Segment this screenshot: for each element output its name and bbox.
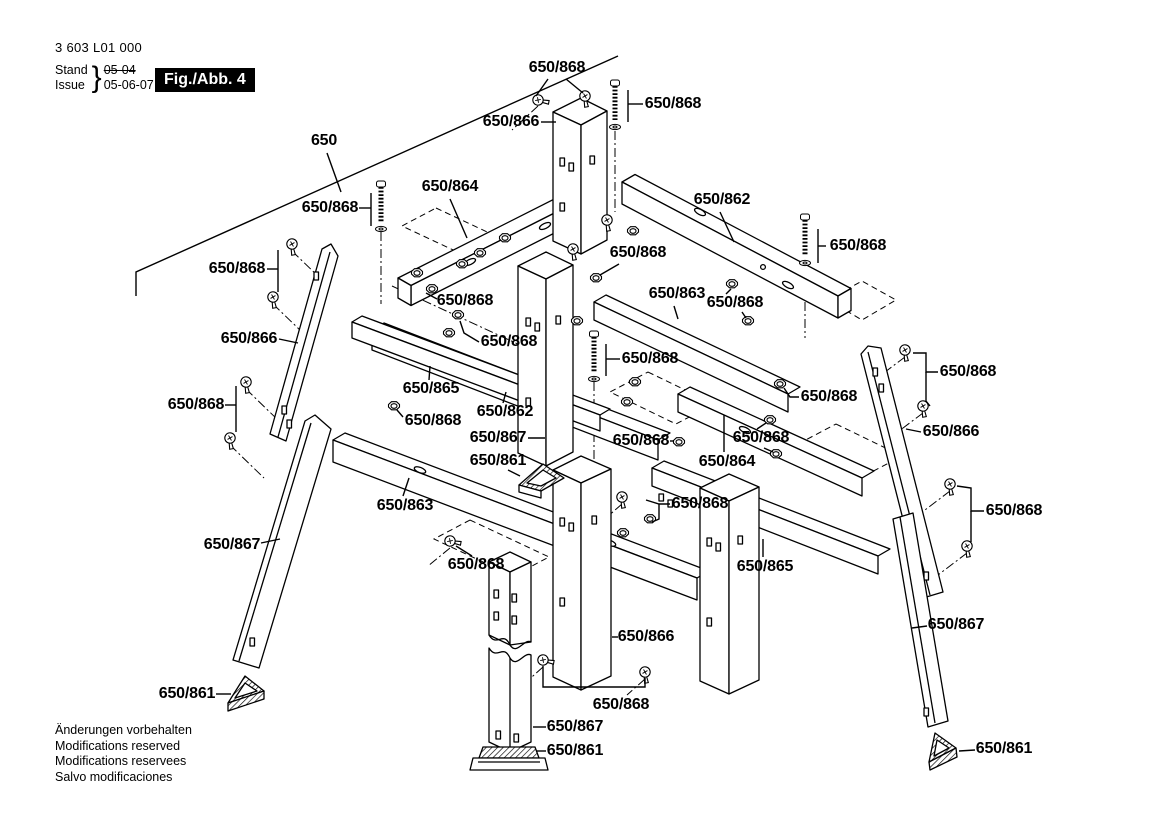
part-label: 650/864 — [698, 453, 756, 470]
screw — [940, 477, 960, 497]
nut — [412, 269, 423, 277]
part-label: 650/868 — [301, 199, 359, 216]
leader-line — [959, 750, 975, 751]
part-label: 650/868 — [706, 294, 764, 311]
nut — [500, 234, 511, 242]
screw — [263, 290, 283, 310]
legal-line: Änderungen vorbehalten — [55, 723, 192, 737]
leader-line — [429, 366, 430, 380]
part-label: 650/867 — [469, 429, 527, 446]
leader-line — [508, 470, 520, 476]
leader-line — [456, 546, 472, 556]
stand-date: 05-04 — [103, 63, 136, 77]
nut — [457, 260, 468, 268]
hex-bolt — [800, 214, 811, 266]
brace-glyph: } — [91, 61, 102, 94]
nut — [628, 227, 639, 235]
corner-post-top — [553, 98, 607, 254]
leader-line — [674, 306, 678, 319]
part-label: 650/864 — [421, 178, 479, 195]
part-label: 650/868 — [612, 432, 670, 449]
nut — [444, 329, 455, 337]
part-label: 650/861 — [546, 742, 604, 759]
part-label: 650/863 — [376, 497, 434, 514]
part-label: 650/862 — [693, 191, 751, 208]
nut — [475, 249, 486, 257]
type-number: 3 603 L01 000 — [55, 40, 143, 55]
part-label: 650/865 — [402, 380, 460, 397]
part-label: 650/868 — [671, 495, 729, 512]
foot-right — [929, 733, 957, 770]
figure-badge: Fig./Abb. 4 — [155, 68, 255, 92]
nut — [572, 317, 583, 325]
nut — [727, 280, 738, 288]
part-label: 650/868 — [208, 260, 266, 277]
legal-line: Modifications reserved — [55, 738, 181, 753]
nut — [765, 416, 776, 424]
screw — [282, 237, 302, 257]
part-label: 650/868 — [528, 59, 586, 76]
legal-line: Salvo modificaciones — [55, 769, 173, 784]
leader-line — [460, 321, 479, 342]
leader-line — [279, 339, 298, 343]
part-label: 650/861 — [975, 740, 1033, 757]
nut — [775, 380, 786, 388]
part-label: 650/868 — [404, 412, 462, 429]
hex-bolt — [610, 80, 621, 130]
stand-label: Stand — [55, 63, 88, 77]
part-label: 650/868 — [644, 95, 702, 112]
legal-line: Modifications reservees — [55, 754, 187, 768]
screw — [895, 343, 915, 363]
part-label: 650/861 — [469, 452, 527, 469]
nut — [630, 378, 641, 386]
legal-notes — [55, 723, 192, 785]
part-label: 650/868 — [985, 502, 1043, 519]
part-label: 650/867 — [203, 536, 261, 553]
part-label: 650/866 — [220, 330, 278, 347]
leader-line — [742, 312, 746, 318]
nut — [743, 317, 754, 325]
part-label: 650/868 — [939, 363, 997, 380]
part-label: 650/867 — [927, 616, 985, 633]
part-label: 650/868 — [621, 350, 679, 367]
nut — [618, 529, 629, 537]
nut — [389, 402, 400, 410]
part-label: 650/868 — [800, 388, 858, 405]
issue-date: 05-06-07 — [103, 78, 154, 92]
part-label: 650/861 — [158, 685, 216, 702]
part-label: 650/865 — [736, 558, 794, 575]
screw — [957, 539, 977, 559]
screw — [913, 399, 933, 419]
hex-bolt — [376, 181, 387, 232]
leader-line — [926, 372, 930, 406]
screw — [612, 490, 632, 510]
leader-line — [450, 199, 467, 238]
screw — [220, 431, 240, 451]
corner-post-center — [518, 252, 573, 466]
part-label: 650/863 — [648, 285, 706, 302]
part-label: 650/868 — [447, 556, 505, 573]
leader-line — [600, 264, 619, 275]
corner-post-front — [553, 456, 611, 690]
part-label: 650/868 — [829, 237, 887, 254]
part-label: 650/868 — [732, 429, 790, 446]
nut — [622, 398, 633, 406]
part-label: 650/868 — [609, 244, 667, 261]
hex-bolt — [589, 331, 600, 382]
issue-label: Issue — [55, 78, 85, 92]
part-label: 650/868 — [167, 396, 225, 413]
part-label: 650 — [310, 132, 338, 149]
leg-front-center — [489, 552, 531, 752]
leader-line — [913, 353, 938, 372]
nut — [453, 311, 464, 319]
part-label: 650/866 — [617, 628, 675, 645]
screw — [236, 375, 256, 395]
foot-left — [228, 676, 264, 711]
leader-line — [957, 486, 984, 511]
nut — [591, 274, 602, 282]
part-label: 650/862 — [476, 403, 534, 420]
leader-line — [646, 500, 670, 504]
part-label: 650/867 — [546, 718, 604, 735]
part-label: 650/866 — [922, 423, 980, 440]
leader-line — [397, 410, 403, 417]
leg-upper-left — [270, 244, 338, 441]
nut — [674, 438, 685, 446]
part-label: 650/868 — [592, 696, 650, 713]
part-label: 650/868 — [436, 292, 494, 309]
part-label: 650/866 — [482, 113, 540, 130]
part-label: 650/868 — [480, 333, 538, 350]
leader-line — [566, 79, 583, 93]
leader-line — [906, 429, 921, 432]
